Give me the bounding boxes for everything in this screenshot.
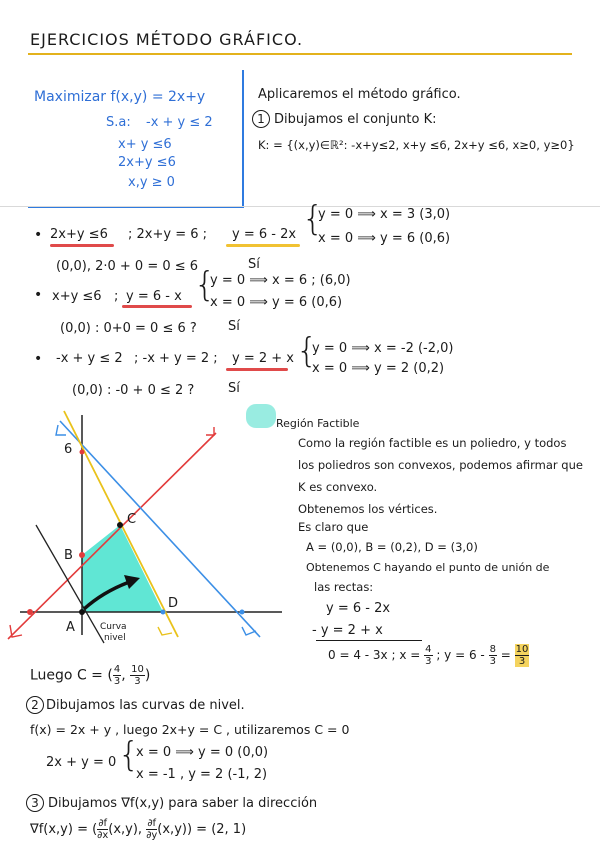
- answer-3: Sí: [228, 381, 240, 396]
- region-result: [328, 644, 529, 667]
- constraint-solved-2: y = 6 - x: [126, 289, 182, 304]
- constraint-solved-3: y = 2 + x: [232, 351, 294, 366]
- point-neg2: [27, 609, 33, 615]
- constraint-eq-1: ; 2x+y = 6 ;: [128, 227, 208, 242]
- cx-num: 4: [113, 664, 121, 675]
- region-p5: Es claro que: [298, 520, 369, 534]
- partial-y-den: ∂y: [146, 830, 158, 841]
- luego-line: [30, 664, 150, 687]
- underline-yellow: [226, 244, 300, 247]
- region-p2: los poliedros son convexos, podemos afirmar que: [298, 458, 583, 472]
- step1-number: 1: [252, 110, 270, 128]
- step1-title: Dibujamos el conjunto K:: [274, 112, 437, 127]
- point-6x: [240, 610, 245, 615]
- step3-title: Dibujamos ∇f(x,y) para saber la dirección: [48, 796, 318, 811]
- underline-red: [50, 244, 114, 247]
- cx-den: 3: [113, 676, 121, 687]
- test-2: (0,0) : 0+0 = 0 ≤ 6 ?: [60, 321, 197, 336]
- underline-red: [226, 368, 288, 371]
- y2-fraction: [515, 644, 530, 667]
- problem-box-border: [242, 70, 244, 206]
- step2-eq: 2x + y = 0: [46, 755, 117, 770]
- subtraction-rule: [316, 640, 422, 641]
- bullet-constraint-3: •: [34, 351, 43, 367]
- region-p3: K es convexo.: [298, 480, 378, 494]
- step2-case2: x = -1 , y = 2 (-1, 2): [136, 767, 268, 782]
- constraint-2: x+ y ≤6: [118, 137, 172, 152]
- case-1b: x = 0 ⟹ y = 6 (0,6): [318, 231, 451, 246]
- intro-line: Aplicaremos el método gráfico.: [258, 87, 461, 102]
- case-1a: y = 0 ⟹ x = 3 (3,0): [318, 207, 451, 222]
- page-title: EJERCICIOS MÉTODO GRÁFICO.: [30, 30, 304, 49]
- brace: {: [118, 735, 140, 775]
- constraint-label-1: 2x+y ≤6: [50, 227, 108, 242]
- cy-fraction: [130, 664, 145, 687]
- dir-arrow-red: [206, 427, 214, 435]
- point-A: [79, 609, 85, 615]
- region-p6: A = (0,0), B = (0,2), D = (3,0): [306, 540, 478, 554]
- partial-y-num: ∂f: [147, 818, 157, 829]
- constraint-label-3: -x + y ≤ 2: [56, 351, 123, 366]
- y2-num: 10: [515, 644, 529, 655]
- case-3a: y = 0 ⟹ x = -2 (-2,0): [312, 341, 454, 356]
- partial-x: [97, 818, 108, 841]
- section-divider: [0, 206, 600, 207]
- set-definition: K: = {(x,y)∈ℝ²: -x+y≤2, x+y ≤6, 2x+y ≤6, x≥0, y≥0}: [258, 138, 575, 152]
- case-2a: y = 0 ⟹ x = 6 ; (6,0): [210, 273, 351, 288]
- constraint-eq-3: ; -x + y = 2 ;: [134, 351, 218, 366]
- cy-num: 10: [131, 664, 144, 675]
- region-p7: Obtenemos C hayando el punto de unión de: [306, 561, 550, 574]
- point-B: [79, 552, 85, 558]
- brace: {: [296, 331, 318, 371]
- y-num: 8: [489, 644, 496, 655]
- region-p4: Obtenemos los vértices.: [298, 502, 438, 516]
- title-underline: [28, 53, 572, 55]
- step2-case1: x = 0 ⟹ y = 0 (0,0): [136, 745, 269, 760]
- constraint-solved-1: y = 6 - 2x: [232, 227, 297, 242]
- grad-suffix: (x,y)) = (2, 1): [157, 822, 247, 837]
- result-a: 0 = 4 - 3x ; x =: [328, 648, 421, 662]
- y-den: 3: [489, 656, 496, 667]
- x-num: 4: [425, 644, 432, 655]
- feasible-region-graph: [0, 405, 285, 665]
- graph-label-6: 6: [64, 442, 73, 457]
- brace: {: [302, 199, 324, 239]
- graph-label-D: D: [168, 596, 179, 611]
- point-D: [161, 610, 166, 615]
- luego-text: Luego C = (: [30, 667, 113, 684]
- result-b: ; y = 6 -: [436, 648, 485, 662]
- region-eq1: y = 6 - 2x: [326, 601, 391, 616]
- graph-label-B: B: [64, 548, 73, 563]
- objective-function: Maximizar f(x,y) = 2x+y: [34, 89, 206, 105]
- partial-y: [146, 818, 157, 841]
- bullet-constraint-1: •: [34, 227, 43, 243]
- constraint-1: -x + y ≤ 2: [146, 115, 213, 130]
- partial-x-den: ∂x: [97, 830, 109, 841]
- step3-number: 3: [26, 794, 44, 812]
- gradient-line: [30, 818, 246, 841]
- highlight-mark: [246, 404, 276, 428]
- step2-title: Dibujamos las curvas de nivel.: [46, 698, 245, 713]
- test-1: (0,0), 2·0 + 0 = 0 ≤ 6: [56, 259, 199, 274]
- dir-arrow-yellow: [158, 627, 172, 635]
- grad-mid: (x,y),: [108, 822, 143, 837]
- graph-label-A: A: [66, 620, 75, 635]
- curve-label-2: nivel: [104, 633, 126, 643]
- constraint-3: 2x+y ≤6: [118, 155, 176, 170]
- grad-prefix: ∇f(x,y) = (: [30, 822, 98, 837]
- curve-label-1: Curva: [100, 622, 127, 632]
- step2-number: 2: [26, 696, 44, 714]
- cx-fraction: [113, 664, 121, 687]
- answer-2: Sí: [228, 319, 240, 334]
- region-p8: las rectas:: [314, 580, 374, 594]
- point-C: [117, 522, 123, 528]
- y-fraction: [489, 644, 497, 667]
- luego-close: ): [144, 667, 151, 684]
- case-2b: x = 0 ⟹ y = 6 (0,6): [210, 295, 343, 310]
- point-6: [80, 450, 85, 455]
- constraint-4: x,y ≥ 0: [128, 175, 175, 190]
- cy-den: 3: [134, 676, 141, 687]
- x-fraction: [424, 644, 432, 667]
- region-p1: Como la región factible es un poliedro, y todos: [298, 436, 567, 450]
- result-c: =: [500, 648, 511, 662]
- region-title: Región Factible: [276, 417, 360, 430]
- constraint-label-2: x+y ≤6: [52, 289, 102, 304]
- luego-sep: ,: [121, 667, 126, 684]
- step2-line1: f(x) = 2x + y , luego 2x+y = C , utilizaremos C = 0: [30, 722, 350, 737]
- answer-1: Sí: [248, 257, 260, 272]
- x-den: 3: [425, 656, 432, 667]
- subject-to-label: S.a:: [106, 115, 131, 130]
- brace: {: [194, 265, 216, 305]
- y2-den: 3: [518, 656, 526, 667]
- partial-x-num: ∂f: [98, 818, 108, 829]
- bullet-constraint-2: •: [34, 287, 43, 303]
- constraint-eq-2: ;: [114, 289, 119, 304]
- test-3: (0,0) : -0 + 0 ≤ 2 ?: [72, 383, 195, 398]
- graph-label-C: C: [127, 512, 137, 527]
- case-3b: x = 0 ⟹ y = 2 (0,2): [312, 361, 445, 376]
- underline-red: [122, 305, 192, 308]
- region-eq2: - y = 2 + x: [312, 623, 383, 638]
